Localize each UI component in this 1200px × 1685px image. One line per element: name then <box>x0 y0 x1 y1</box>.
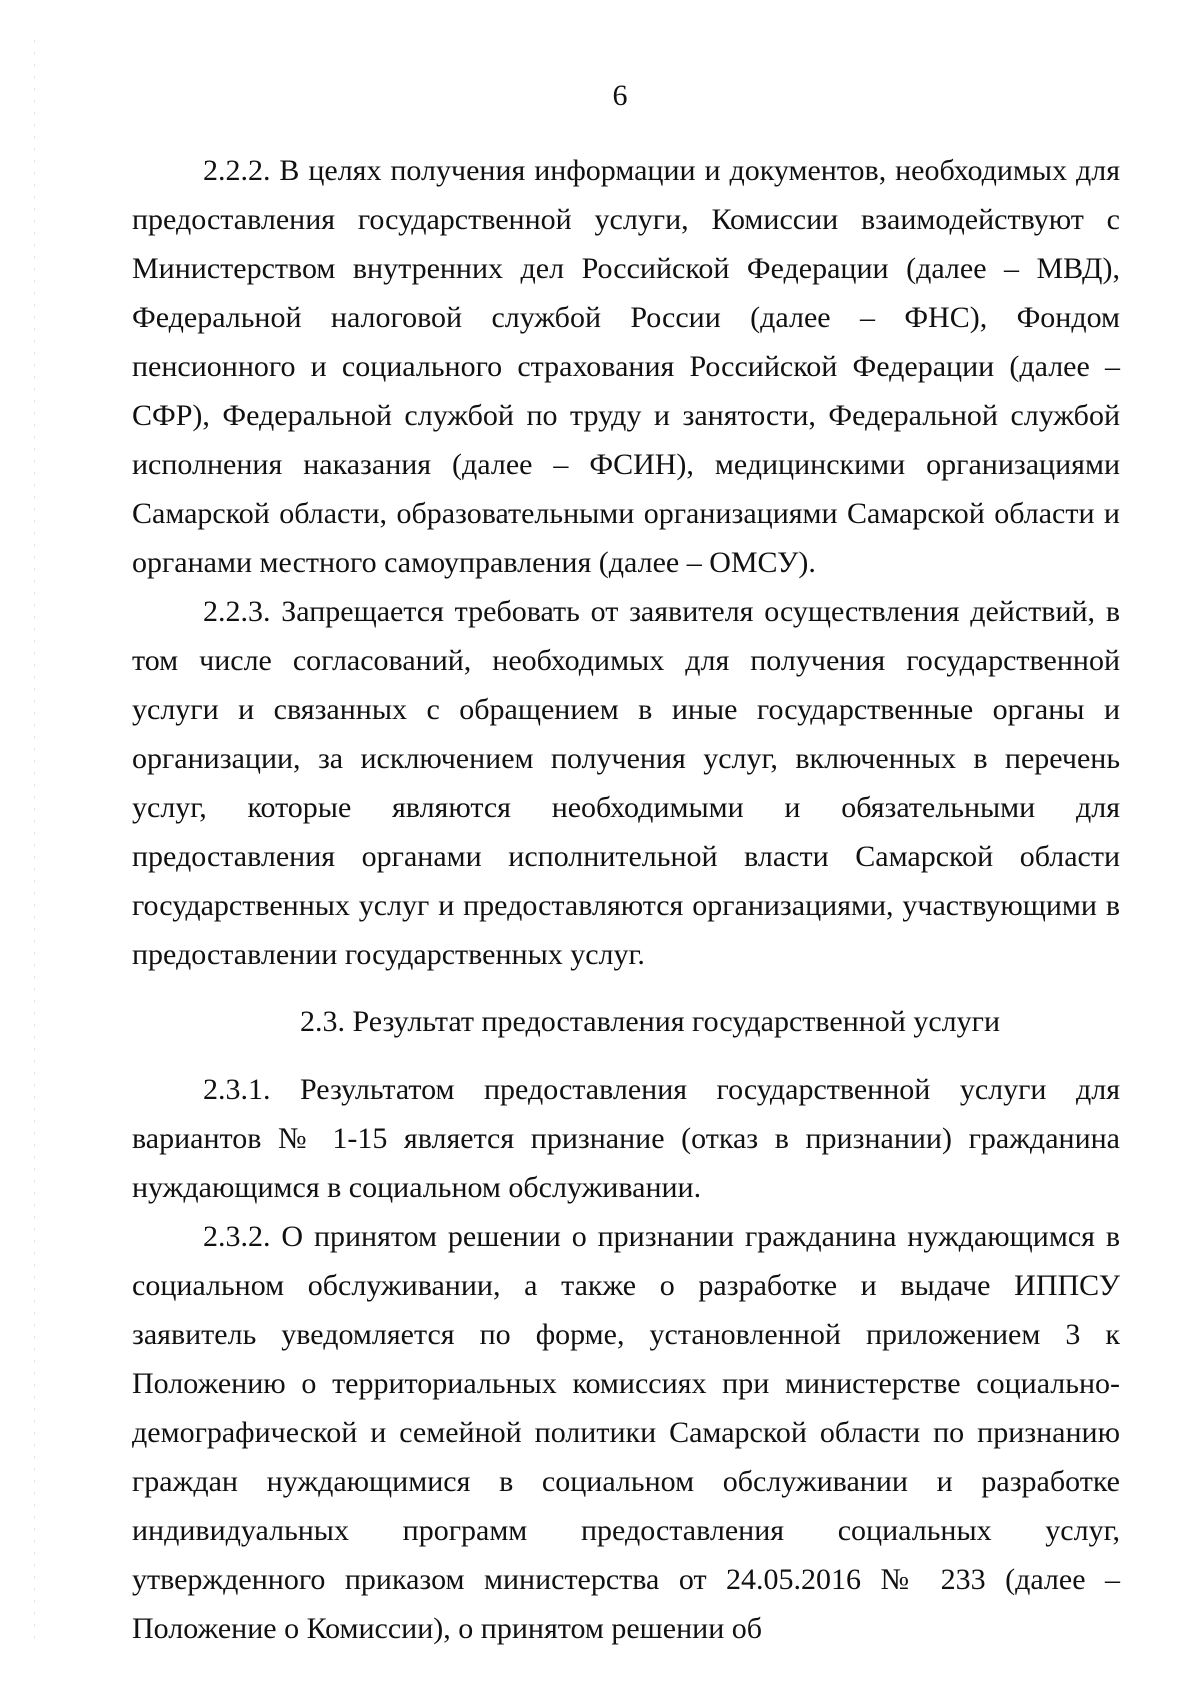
paragraph-2-2-2: 2.2.2. В целях получения информации и документов, необходимых для предоставления государственной услуги, Комиссии взаимодействуют с Министерством внутренних дел Российской Федерации (далее – МВД), Федеральной налоговой службой России (далее – ФНС), Фондом пенсионного и социального страхования Российской Федерации (далее – СФР), Федеральной службой по труду и занятости, Федеральной службой исполнения наказания (далее – ФСИН), медицинскими организациями Самарской области, образовательными организациями Самарской области и органами местного самоуправления (далее – ОМСУ). <box>132 154 1120 579</box>
document-body <box>132 146 1120 1653</box>
page-number: 6 <box>612 79 628 112</box>
paragraph-2-3-1: 2.3.1. Результатом предоставления государственной услуги для вариантов № 1-15 является признание (отказ в признании) гражданина нуждающимся в социальном обслуживании. <box>132 1073 1120 1204</box>
section-heading: 2.3. Результат предоставления государственной услуги <box>299 1005 1001 1038</box>
scan-edge-artifact <box>34 40 35 1640</box>
paragraph-2-2-3: 2.2.3. Запрещается требовать от заявителя осуществления действий, в том числе согласований, необходимых для получения государственной услуги и связанных с обращением в иные государственные органы и организации, за исключением получения услуг, включенных в перечень услуг, которые являются необходимыми и обязательными для предоставления органами исполнительной власти Самарской области государственных услуг и предоставляются организациями, участвующими в предоставлении государственных услуг. <box>132 595 1120 971</box>
paragraph-2-3-2: 2.3.2. О принятом решении о признании гражданина нуждающимся в социальном обслуживании, а также о разработке и выдаче ИППСУ заявитель уведомляется по форме, установленной приложением 3 к Положению о территориальных комиссиях при министерстве социально-демографической и семейной политики Самарской области по признанию граждан нуждающимися в социальном обслуживании и разработке индивидуальных программ предоставления социальных услуг, утвержденного приказом министерства от 24.05.2016 № 233 (далее – Положение о Комиссии), о принятом решении об <box>132 1220 1120 1645</box>
